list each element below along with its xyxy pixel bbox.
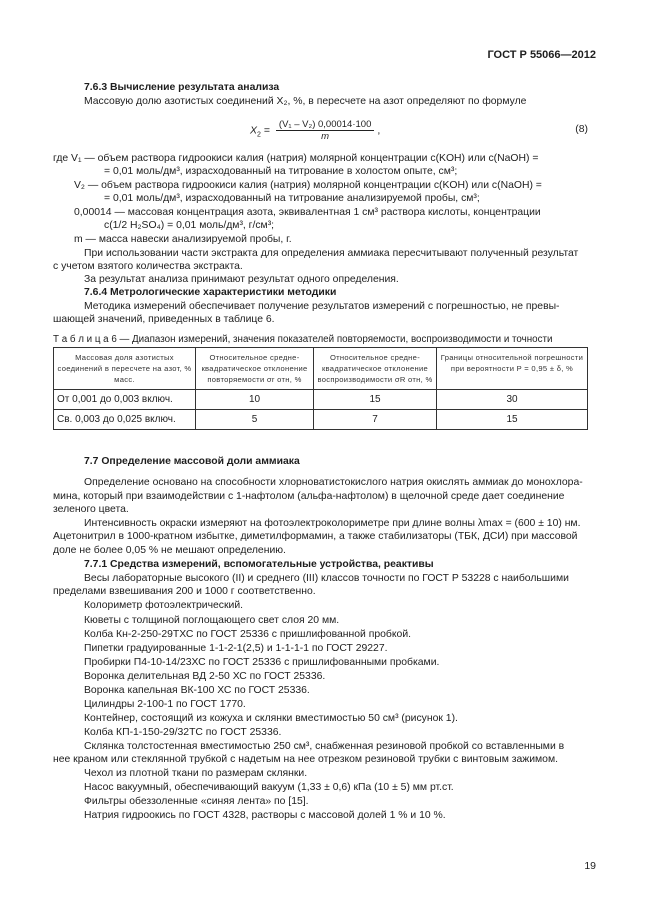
table-cell: 5 [196,410,314,430]
table-header-row [54,348,588,390]
metrology-line2: шающей значений, приведенных в таблице 6. [53,314,275,325]
page-number: 19 [584,860,596,872]
item-cuvettes: Кюветы с толщиной поглощающего свет слоя 20 мм. [84,615,340,626]
table-cell: 30 [437,390,588,410]
item-colorimeter: Колориметр фотоэлектрический. [84,600,244,611]
table-cell: 7 [314,410,437,430]
metrology-line1: Методика измерений обеспечивает получение результатов измерений с погрешностью, не превы- [84,301,560,312]
table-header-cell: Массовая доля азотистых соединений в пересчете на азот, % масс. [54,348,196,390]
table-cell: 15 [314,390,437,410]
formula-fraction [276,119,374,142]
section-title-7-6-4: 7.6.4 Метрологические характеристики методики [84,287,337,298]
item-separating-funnel: Воронка делительная ВД 2-50 ХС по ГОСТ 25336. [84,671,326,682]
ammonia-p1-line1: Определение основано на способности хлорноватистокислого натрия окислять аммиак до монохлора- [84,477,583,488]
item-cover: Чехол из плотной ткани по размерам склянки. [84,768,308,779]
where-c-line1: 0,00014 — массовая концентрация азота, эквивалентная 1 см³ раствора кислоты, концентрации [74,207,541,218]
paragraph-result: За результат анализа принимают результат одного определения. [84,274,399,285]
formula-lhs: X [250,124,258,137]
item-scales-line1: Весы лабораторные высокого (II) и среднего (III) классов точности по ГОСТ Р 53228 с наибольшими [84,573,569,584]
item-test-tubes: Пробирки П4-10-14/23ХС по ГОСТ 25336 с пришлифованными пробками. [84,657,440,668]
where-v2-line2: = 0,01 моль/дм³, израсходованный на титрование анализируемой пробы, см³; [104,193,480,204]
ammonia-p1-line2: мина, который при взаимодействии с 1-нафтолом (альфа-нафтолом) в щелочной среде дает соединение [53,491,565,502]
item-cylinders: Цилиндры 2-100-1 по ГОСТ 1770. [84,699,246,710]
formula-8: $X_2$ = $\frac{\text{(V₁ – V₂) 0,00014·100}}{m}$ , [250,119,381,142]
table-header-cell: Относительное средне-квадратическое отклонение воспроизводимости σR отн, % [314,348,437,390]
where-m: m — масса навески анализируемой пробы, г. [74,234,292,245]
item-bottle-line2: нее краном или стеклянной трубкой с надетым на нее отрезком резиновой трубки с винтовым зажимом. [53,754,558,765]
formula-denominator: m [321,131,330,142]
ammonia-p1-line3: зеленого цвета. [53,504,129,515]
table-6 [53,347,588,430]
table-cell: От 0,001 до 0,003 включ. [54,390,196,410]
item-sodium-hydroxide: Натрия гидроокись по ГОСТ 4328, растворы с массовой долей 1 % и 10 %. [84,810,446,821]
where-c-line2: c(1/2 H₂SO₄) = 0,01 моль/дм³, г/см³; [104,220,275,231]
formula-intro: Массовую долю азотистых соединений X₂, %, в пересчете на азот определяют по формуле [84,96,527,107]
item-container: Контейнер, состоящий из кожуха и склянки вместимостью 50 см³ (рисунок 1). [84,713,458,724]
where-v1-line1: где V₁ — объем раствора гидроокиси калия (натрия) молярной концентрации c(KOH) или c(NaOH) = [53,153,539,164]
item-dropping-funnel: Воронка капельная ВК-100 ХС по ГОСТ 25336. [84,685,310,696]
where-v1-line2: = 0,01 моль/дм³, израсходованный на титрование в холостом опыте, см³; [104,166,458,177]
section-title-7-6-3: 7.6.3 Вычисление результата анализа [84,82,280,93]
item-flask-kn: Колба Кн-2-250-29ТХС по ГОСТ 25336 с пришлифованной пробкой. [84,629,412,640]
item-flask-kp: Колба КП-1-150-29/32ТС по ГОСТ 25336. [84,727,282,738]
paragraph-extract-line2: с учетом взятого количества экстракта. [53,261,243,272]
table-row [54,410,588,430]
table-caption: Т а б л и ц а 6 — Диапазон измерений, значения показателей повторяемости, воспроизводимости и точности [53,334,553,345]
ammonia-p2-line2: Ацетонитрил в 1000-кратном избытке, диметилформамин, а также стабилизаторы (ТБК, ДСИ) при массовой [53,531,578,542]
ammonia-p2-line3: доле не более 0,05 % не мешают определению. [53,545,286,556]
table-header-cell: Относительное средне-квадратическое отклонение повторяемости σr отн, % [196,348,314,390]
item-scales-line2: пределами взвешивания 200 и 1000 г соответственно. [53,586,316,597]
formula-number: (8) [575,124,588,135]
section-title-7-7: 7.7 Определение массовой доли аммиака [84,456,300,467]
formula-numerator: (V₁ – V₂) 0,00014·100 [276,119,374,131]
where-v2-line1: V₂ — объем раствора гидроокиси калия (натрия) молярной концентрации c(KOH) или c(NaOH) = [74,180,542,191]
table-header-cell: Границы относительной погрешности при вероятности P = 0,95 ± δ, % [437,348,588,390]
document-header: ГОСТ Р 55066—2012 [487,49,596,61]
item-vacuum-pump: Насос вакуумный, обеспечивающий вакуум (1,33 ± 0,6) кПа (10 ± 5) мм рт.ст. [84,782,454,793]
table-row [54,390,588,410]
item-bottle-line1: Склянка толстостенная вместимостью 250 см³, снабженная резиновой пробкой со вставленными в [84,741,565,752]
table-cell: Св. 0,003 до 0,025 включ. [54,410,196,430]
item-filters: Фильтры обеззоленные «синяя лента» по [15]. [84,796,309,807]
formula-lhs-sub: 2 [257,131,261,139]
table-cell: 15 [437,410,588,430]
paragraph-extract-line1: При использовании части экстракта для определения аммиака пересчитывают полученный результат [84,248,579,259]
table-cell: 10 [196,390,314,410]
section-title-7-7-1: 7.7.1 Средства измерений, вспомогательные устройства, реактивы [84,559,434,570]
ammonia-p2-line1: Интенсивность окраски измеряют на фотоэлектроколориметре при длине волны λmax = (600 ± 10) нм. [84,518,581,529]
item-pipettes: Пипетки градуированные 1-1-2-1(2,5) и 1-1-1-1 по ГОСТ 29227. [84,643,388,654]
